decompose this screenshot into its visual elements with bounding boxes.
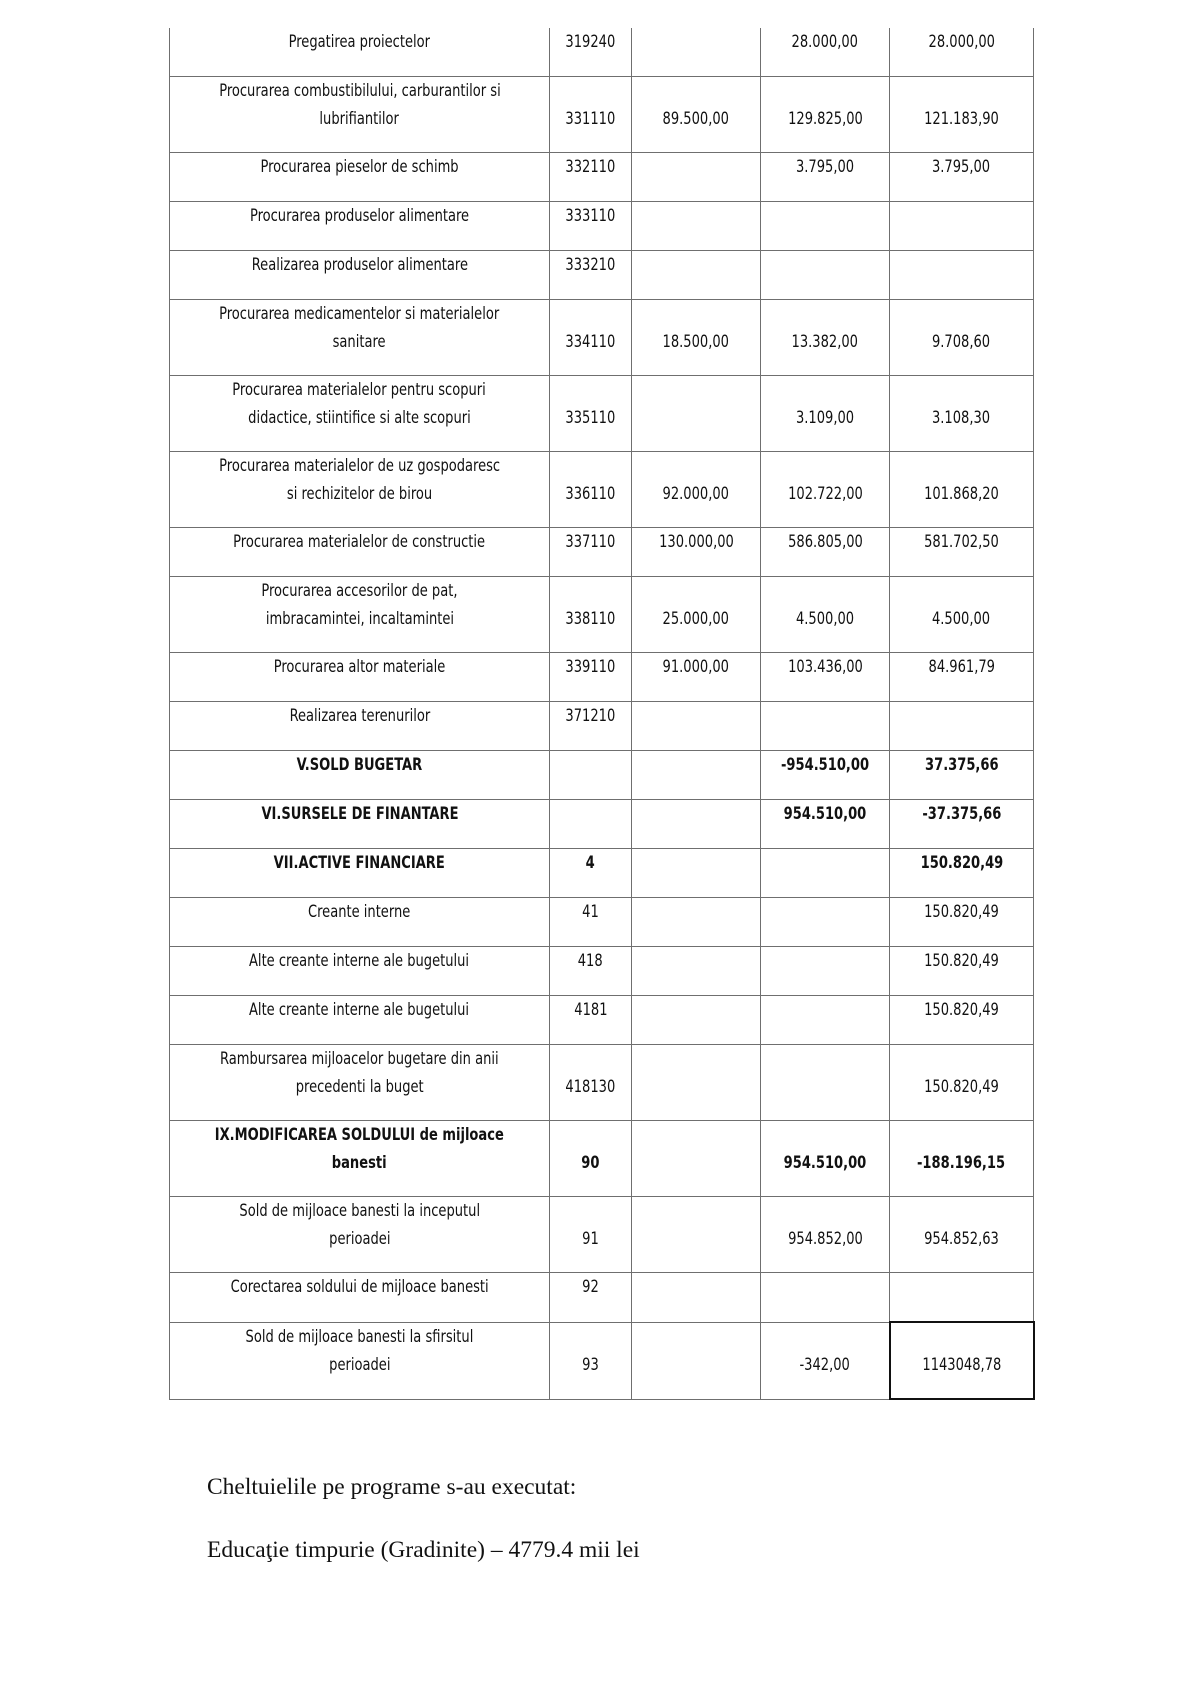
table-row: [170, 28, 1034, 77]
code-value: 4181: [573, 1000, 608, 1019]
account-code-cell: [550, 528, 632, 577]
account-code-cell: [550, 376, 632, 452]
executed-amount-cell: [890, 153, 1034, 202]
executed-value: -188.196,15: [917, 1153, 1006, 1172]
specified-value: 4.500,00: [795, 609, 855, 628]
table-row: [170, 77, 1034, 153]
specified-amount-cell: [761, 898, 890, 947]
code-value: 338110: [565, 609, 616, 628]
specified-amount-cell: [761, 202, 890, 251]
approved-amount-cell: [632, 702, 761, 751]
approved-amount-cell: [632, 1273, 761, 1323]
code-value: 4: [585, 853, 596, 872]
executed-value: 3.108,30: [932, 408, 991, 427]
table-row: [170, 751, 1034, 800]
line-item-name-cell: [170, 202, 550, 251]
executed-value: 581.702,50: [924, 532, 999, 551]
line-item-name: IX.MODIFICAREA SOLDULUI de mijloace: [214, 1125, 505, 1144]
approved-amount-cell: [632, 77, 761, 153]
specified-amount-cell: [761, 77, 890, 153]
approved-amount-cell: [632, 849, 761, 898]
line-item-name: banesti: [332, 1153, 387, 1172]
line-item-name-cell: [170, 751, 550, 800]
line-item-name-cell: [170, 528, 550, 577]
executed-value: 101.868,20: [924, 484, 999, 503]
code-value: 319240: [565, 32, 616, 51]
line-item-name: Procurarea accesorilor de pat,: [261, 581, 458, 600]
approved-amount-cell: [632, 202, 761, 251]
line-item-name: Realizarea terenurilor: [289, 706, 430, 725]
account-code-cell: [550, 702, 632, 751]
executed-amount-cell: [890, 577, 1034, 653]
account-code-cell: [550, 800, 632, 849]
line-item-name-cell: [170, 653, 550, 702]
specified-amount-cell: [761, 1273, 890, 1323]
executed-amount-cell: [890, 1197, 1034, 1273]
line-item-name: Sold de mijloace banesti la sfirsitul: [245, 1326, 474, 1346]
specified-value: 3.795,00: [795, 157, 855, 176]
executed-amount-cell: [890, 202, 1034, 251]
account-code-cell: [550, 1322, 632, 1399]
account-code-cell: [550, 153, 632, 202]
code-value: 337110: [565, 532, 616, 551]
table-row: [170, 300, 1034, 376]
approved-amount-cell: [632, 452, 761, 528]
executed-value: 9.708,60: [932, 332, 991, 351]
specified-amount-cell: [761, 1197, 890, 1273]
approved-amount-cell: [632, 251, 761, 300]
specified-amount-cell: [761, 251, 890, 300]
approved-amount-cell: [632, 751, 761, 800]
line-item-name-cell: [170, 577, 550, 653]
table-row: [170, 376, 1034, 452]
approved-amount-cell: [632, 1121, 761, 1197]
code-value: 332110: [565, 157, 616, 176]
specified-amount-cell: [761, 577, 890, 653]
line-item-name: precedenti la buget: [295, 1077, 424, 1096]
line-item-name: Alte creante interne ale bugetului: [249, 1000, 470, 1019]
executed-value: 3.795,00: [932, 157, 991, 176]
code-value: 418130: [565, 1077, 616, 1096]
account-code-cell: [550, 947, 632, 996]
executed-amount-cell: [890, 1121, 1034, 1197]
table-row: [170, 996, 1034, 1045]
table-row: [170, 653, 1034, 702]
line-item-name-cell: [170, 1322, 550, 1399]
executed-value: 150.820,49: [924, 1000, 999, 1019]
line-item-name-cell: [170, 153, 550, 202]
line-item-name-cell: [170, 996, 550, 1045]
line-item-name-cell: [170, 1197, 550, 1273]
approved-value: 18.500,00: [662, 332, 730, 351]
line-item-name: VI.SURSELE DE FINANTARE: [260, 804, 459, 823]
account-code-cell: [550, 202, 632, 251]
table-row: [170, 452, 1034, 528]
executed-amount-cell: [890, 1273, 1034, 1323]
line-item-name-cell: [170, 300, 550, 376]
specified-amount-cell: [761, 751, 890, 800]
line-item-name-cell: [170, 1045, 550, 1121]
line-item-name: Pregatirea proiectelor: [288, 32, 431, 51]
approved-amount-cell: [632, 153, 761, 202]
executed-amount-cell: [890, 653, 1034, 702]
executed-amount-cell: [890, 1045, 1034, 1121]
specified-value: 102.722,00: [787, 484, 863, 503]
table-row: [170, 251, 1034, 300]
code-value: 90: [581, 1153, 600, 1172]
line-item-name-cell: [170, 849, 550, 898]
table-row: [170, 1322, 1034, 1399]
account-code-cell: [550, 577, 632, 653]
specified-value: 954.852,00: [787, 1229, 863, 1248]
executed-value: 4.500,00: [932, 609, 991, 628]
table-row: [170, 800, 1034, 849]
table-row: [170, 898, 1034, 947]
executed-amount-cell: [890, 28, 1034, 77]
line-item-name: Procurarea combustibilului, carburantilor si: [218, 81, 501, 100]
executed-value: 28.000,00: [928, 32, 995, 51]
line-item-name: Procurarea materialelor de constructie: [233, 532, 486, 551]
executed-amount-cell: [890, 702, 1034, 751]
executed-amount-cell: [890, 898, 1034, 947]
table-row: [170, 528, 1034, 577]
account-code-cell: [550, 898, 632, 947]
specified-amount-cell: [761, 800, 890, 849]
line-item-name-cell: [170, 898, 550, 947]
line-item-name: Procurarea materialelor pentru scopuri: [232, 380, 487, 399]
approved-amount-cell: [632, 300, 761, 376]
executed-value: 150.820,49: [924, 902, 999, 921]
executed-amount-cell: [890, 800, 1034, 849]
executed-amount-cell: [890, 251, 1034, 300]
account-code-cell: [550, 452, 632, 528]
account-code-cell: [550, 1273, 632, 1323]
code-value: 41: [582, 902, 599, 921]
line-item-name-cell: [170, 800, 550, 849]
code-value: 331110: [565, 109, 616, 128]
account-code-cell: [550, 751, 632, 800]
executed-value: 150.820,49: [924, 951, 999, 970]
line-item-name: Procurarea produselor alimentare: [249, 206, 470, 225]
executed-amount-cell: [890, 77, 1034, 153]
specified-amount-cell: [761, 452, 890, 528]
table-row: [170, 849, 1034, 898]
line-item-name: perioadei: [328, 1229, 391, 1248]
line-item-name-cell: [170, 452, 550, 528]
code-value: 333110: [565, 206, 616, 225]
specified-value: 954.510,00: [783, 804, 867, 823]
line-item-name: Realizarea produselor alimentare: [251, 255, 468, 274]
specified-value: 954.510,00: [783, 1153, 867, 1172]
line-item-name: didactice, stiintifice si alte scopuri: [248, 408, 471, 427]
table-row: [170, 702, 1034, 751]
approved-amount-cell: [632, 947, 761, 996]
line-item-name: Procurarea altor materiale: [273, 657, 446, 676]
specified-amount-cell: [761, 947, 890, 996]
line-item-name-cell: [170, 1121, 550, 1197]
table-row: [170, 1273, 1034, 1323]
code-value: 91: [582, 1229, 599, 1248]
code-value: 334110: [565, 332, 616, 351]
approved-amount-cell: [632, 376, 761, 452]
approved-amount-cell: [632, 1197, 761, 1273]
line-item-name: perioadei: [328, 1354, 391, 1374]
line-item-name: Alte creante interne ale bugetului: [249, 951, 470, 970]
table-row: [170, 1045, 1034, 1121]
approved-value: 130.000,00: [658, 532, 734, 551]
account-code-cell: [550, 653, 632, 702]
account-code-cell: [550, 300, 632, 376]
line-item-name: Rambursarea mijloacelor bugetare din anii: [220, 1049, 499, 1068]
account-code-cell: [550, 1197, 632, 1273]
approved-amount-cell: [632, 996, 761, 1045]
code-value: 333210: [565, 255, 616, 274]
specified-amount-cell: [761, 1045, 890, 1121]
table-row: [170, 1121, 1034, 1197]
specified-amount-cell: [761, 1121, 890, 1197]
specified-amount-cell: [761, 528, 890, 577]
approved-value: 89.500,00: [662, 109, 730, 128]
approved-amount-cell: [632, 28, 761, 77]
line-item-name: VII.ACTIVE FINANCIARE: [273, 853, 446, 872]
line-item-name-cell: [170, 77, 550, 153]
specified-amount-cell: [761, 702, 890, 751]
line-item-name: sanitare: [333, 332, 386, 351]
approved-amount-cell: [632, 528, 761, 577]
specified-value: 3.109,00: [795, 408, 855, 427]
approved-amount-cell: [632, 1045, 761, 1121]
executed-value: -37.375,66: [922, 804, 1001, 823]
executed-amount-cell: [890, 947, 1034, 996]
line-item-name-cell: [170, 947, 550, 996]
specified-amount-cell: [761, 653, 890, 702]
budget-execution-table: [169, 28, 1035, 1400]
line-item-name-cell: [170, 28, 550, 77]
specified-amount-cell: [761, 376, 890, 452]
table-row: [170, 947, 1034, 996]
executed-value: 1143048,78: [922, 1355, 1001, 1374]
account-code-cell: [550, 1045, 632, 1121]
executed-value: 954.852,63: [924, 1229, 999, 1248]
code-value: 92: [582, 1277, 599, 1296]
code-value: 339110: [565, 657, 616, 676]
approved-value: 25.000,00: [662, 609, 730, 628]
line-item-name: V.SOLD BUGETAR: [296, 755, 423, 774]
executed-value: 150.820,49: [920, 853, 1003, 872]
approved-amount-cell: [632, 1322, 761, 1399]
line-item-name: Creante interne: [308, 902, 411, 921]
approved-amount-cell: [632, 653, 761, 702]
specified-amount-cell: [761, 996, 890, 1045]
line-item-name-cell: [170, 702, 550, 751]
code-value: 336110: [565, 484, 616, 503]
executed-amount-cell: [890, 996, 1034, 1045]
account-code-cell: [550, 77, 632, 153]
executed-value: 84.961,79: [928, 657, 995, 676]
program-early-education-text: Educaţie timpurie (Gradinite) – 4779.4 mii lei: [207, 1537, 640, 1563]
line-item-name: Sold de mijloace banesti la inceputul: [239, 1201, 480, 1220]
account-code-cell: [550, 849, 632, 898]
executed-amount-cell: [890, 849, 1034, 898]
table-row: [170, 1197, 1034, 1273]
approved-value: 91.000,00: [662, 657, 730, 676]
code-value: 418: [578, 951, 603, 970]
line-item-name: Procurarea medicamentelor si materialelor: [219, 304, 500, 323]
approved-amount-cell: [632, 800, 761, 849]
executed-value: 150.820,49: [924, 1077, 999, 1096]
account-code-cell: [550, 28, 632, 77]
approved-amount-cell: [632, 898, 761, 947]
line-item-name: Procurarea pieselor de schimb: [260, 157, 459, 176]
executed-amount-cell: [890, 528, 1034, 577]
specified-value: -342,00: [799, 1354, 850, 1374]
executed-amount-cell: [890, 376, 1034, 452]
executed-value: 121.183,90: [924, 109, 999, 128]
specified-value: 103.436,00: [787, 657, 863, 676]
line-item-name: si rechizitelor de birou: [286, 484, 433, 503]
account-code-cell: [550, 1121, 632, 1197]
specified-value: 586.805,00: [787, 532, 863, 551]
line-item-name-cell: [170, 251, 550, 300]
specified-value: 129.825,00: [787, 109, 863, 128]
code-value: 371210: [565, 706, 616, 725]
table-row: [170, 577, 1034, 653]
approved-amount-cell: [632, 577, 761, 653]
specified-value: 13.382,00: [791, 332, 859, 351]
line-item-name-cell: [170, 1273, 550, 1323]
specified-amount-cell: [761, 1322, 890, 1399]
specified-amount-cell: [761, 300, 890, 376]
executed-amount-cell: [890, 1322, 1034, 1399]
line-item-name: Corectarea soldului de mijloace banesti: [230, 1277, 489, 1296]
specified-amount-cell: [761, 849, 890, 898]
line-item-name: lubrifiantilor: [319, 109, 400, 128]
executed-amount-cell: [890, 452, 1034, 528]
approved-value: 92.000,00: [662, 484, 730, 503]
code-value: 93: [582, 1354, 599, 1374]
specified-amount-cell: [761, 28, 890, 77]
executed-amount-cell: [890, 300, 1034, 376]
programs-intro-text: Cheltuielile pe programe s-au executat:: [207, 1474, 577, 1500]
line-item-name: Procurarea materialelor de uz gospodaresc: [219, 456, 500, 475]
account-code-cell: [550, 996, 632, 1045]
account-code-cell: [550, 251, 632, 300]
table-row: [170, 202, 1034, 251]
executed-value: 37.375,66: [924, 755, 999, 774]
line-item-name-cell: [170, 376, 550, 452]
line-item-name: imbracamintei, incaltamintei: [265, 609, 454, 628]
specified-value: -954.510,00: [780, 755, 870, 774]
specified-amount-cell: [761, 153, 890, 202]
code-value: 335110: [565, 408, 616, 427]
executed-amount-cell: [890, 751, 1034, 800]
specified-value: 28.000,00: [791, 32, 859, 51]
table-row: [170, 153, 1034, 202]
